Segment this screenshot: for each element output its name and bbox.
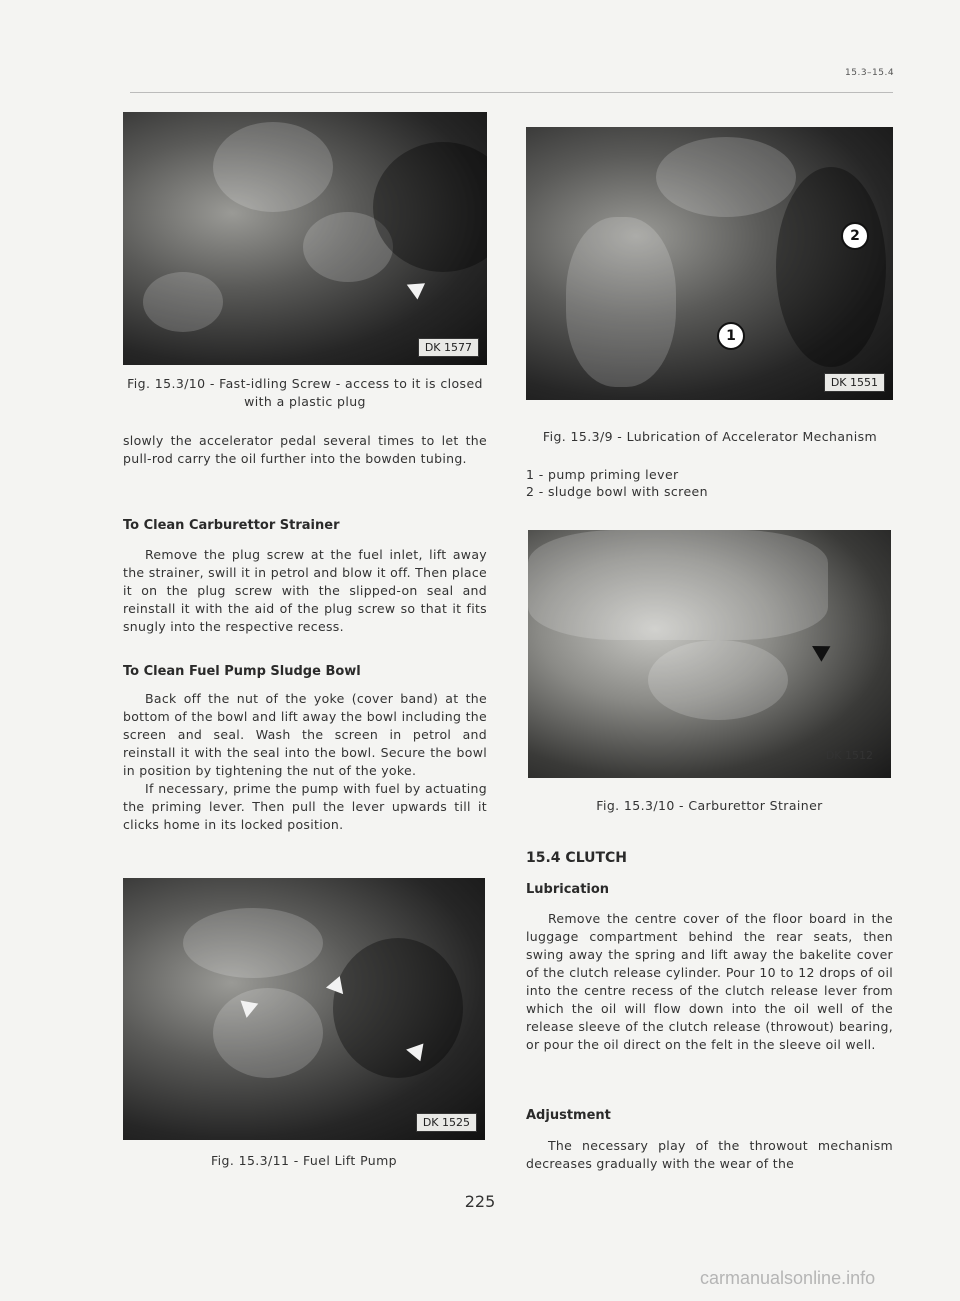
heading-fuel-pump-sludge-bowl: To Clean Fuel Pump Sludge Bowl [123, 664, 361, 679]
paragraph-adjustment: The necessary play of the throwout mechanism decreases gradually with the wear of the [526, 1138, 893, 1171]
figure-caption-fast-idle: Fig. 15.3/10 - Fast-idling Screw - access to it is closed with a plastic plug [127, 376, 483, 409]
photo-fast-idling-screw [123, 112, 487, 365]
photo-fuel-lift-pump [123, 878, 485, 1140]
figure-caption-carburettor-strainer: Fig. 15.3/10 - Carburettor Strainer [596, 798, 823, 813]
marker-2: 2 [841, 222, 869, 250]
marker-1: 1 [717, 322, 745, 350]
legend-item-1: 1 - pump priming lever [526, 467, 679, 482]
figure-label: DK 1577 [418, 338, 479, 357]
arrow-icon [238, 1001, 259, 1020]
page-reference: 15.3–15.4 [845, 68, 895, 78]
paragraph-sludge-bowl-1: Back off the nut of the yoke (cover band) at the bottom of the bowl and lift away the bowl including the screen and seal. Wash the screen in petrol and reinstall it with the seal into the bowl. Secure the bowl in position by tightening the nut of the yoke. [123, 691, 487, 778]
arrow-icon [405, 1041, 424, 1062]
figure-label: DK 1525 [416, 1113, 477, 1132]
figure-label: DK 1512 [825, 749, 873, 762]
legend-item-2: 2 - sludge bowl with screen [526, 484, 708, 499]
paragraph-sludge-bowl-2: If necessary, prime the pump with fuel by actuating the priming lever. Then pull the lever upwards till it clicks home in its locked position. [123, 781, 487, 832]
watermark: carmanualsonline.info [700, 1268, 876, 1288]
heading-adjustment: Adjustment [526, 1108, 611, 1123]
figure-label: DK 1551 [824, 373, 885, 392]
paragraph-clutch-lubrication: Remove the centre cover of the floor board in the luggage compartment behind the rear seats, then swing away the spring and lift away the bakelite cover of the clutch release cylinder. Pour 10 to 12 drops of oil into the centre recess of the clutch release lever from which the oil will flow down into the oil well of the release sleeve of the clutch release (throwout) bearing, or pour the oil direct on the felt in the sleeve oil well. [526, 911, 893, 1052]
paragraph-carburettor-strainer: Remove the plug screw at the fuel inlet, lift away the strainer, swill it in petrol and blow it off. Then place it on the plug screw with the slipped-on seal and reinstall it with the aid of the plug screw so that it fits snugly into the respective recess. [123, 547, 487, 634]
arrow-icon [808, 638, 831, 662]
figure-caption-fuel-lift-pump: Fig. 15.3/11 - Fuel Lift Pump [210, 1153, 398, 1168]
section-heading-clutch: 15.4 CLUTCH [526, 850, 628, 866]
heading-carburettor-strainer: To Clean Carburettor Strainer [123, 518, 340, 533]
header-rule [130, 92, 893, 93]
paragraph-continued: slowly the accelerator pedal several times to let the pull-rod carry the oil further into the bowden tubing. [123, 433, 487, 466]
arrow-icon [403, 276, 425, 299]
figure-caption-lubrication: Fig. 15.3/9 - Lubrication of Accelerator Mechanism [542, 429, 878, 444]
photo-lubrication-accelerator [526, 127, 893, 400]
photo-carburettor-strainer [528, 530, 891, 778]
heading-lubrication: Lubrication [526, 882, 610, 897]
page-number: 225 [464, 1192, 496, 1211]
